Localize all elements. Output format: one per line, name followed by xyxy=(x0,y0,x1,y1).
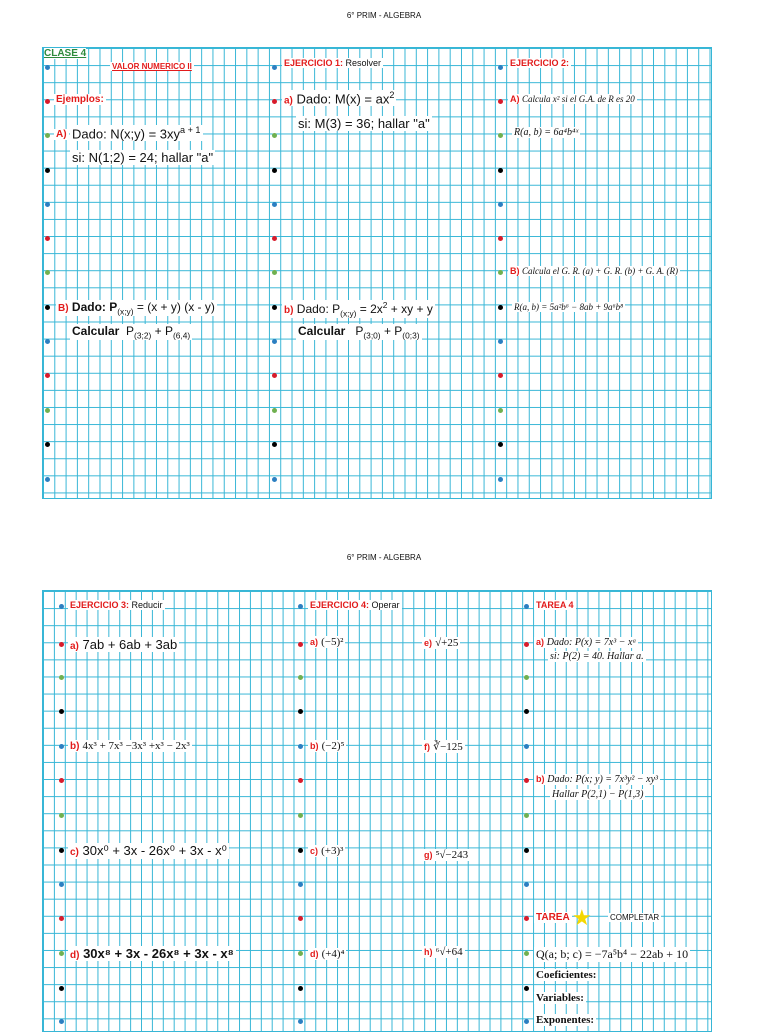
bullet xyxy=(524,642,529,647)
bullet xyxy=(524,882,529,887)
bullet xyxy=(298,882,303,887)
bullet xyxy=(272,168,277,173)
bullet xyxy=(272,236,277,241)
bullet xyxy=(59,675,64,680)
bullet xyxy=(524,813,529,818)
bullet xyxy=(298,1019,303,1024)
bullet xyxy=(59,882,64,887)
bullet xyxy=(272,408,277,413)
exercise2-b-expr: R(a, b) = 5a²b⁶ − 8ab + 9a⁶b⁸ xyxy=(514,302,624,312)
bullet xyxy=(498,99,503,104)
homework4-a-line2: si: P(2) = 40. Hallar a. xyxy=(550,651,644,662)
bullet xyxy=(498,133,503,138)
bullet xyxy=(298,813,303,818)
bullet xyxy=(524,916,529,921)
bullet xyxy=(272,65,277,70)
exercise4-title: EJERCICIO 4: Operar xyxy=(310,600,400,610)
exercise1-a-line2: si: M(3) = 36; hallar "a" xyxy=(298,116,430,131)
bullet xyxy=(498,408,503,413)
topic-title: VALOR NUMERICO II xyxy=(112,62,192,71)
example-a-letter: A) xyxy=(56,129,67,140)
bullet xyxy=(298,709,303,714)
bullet xyxy=(272,477,277,482)
bullet xyxy=(498,202,503,207)
page1-header: 6° PRIM - ALGEBRA xyxy=(346,11,422,20)
exercise4-h: h) ⁶√+64 xyxy=(424,946,463,958)
bullet xyxy=(498,305,503,310)
bullet xyxy=(45,339,50,344)
bullet xyxy=(298,986,303,991)
bullet xyxy=(59,848,64,853)
bullet xyxy=(498,339,503,344)
bullet xyxy=(498,373,503,378)
exercise4-a: a) (−5)² xyxy=(310,636,344,648)
bullet xyxy=(298,848,303,853)
bullet xyxy=(45,133,50,138)
bullet xyxy=(272,99,277,104)
example-b-line2: Calcular $P_{(3;2)} + P_{(6,4)}$ xyxy=(72,324,191,341)
exercise3-d: d) 30x⁸ + 3x - 26x⁸ + 3x - x⁸ xyxy=(70,946,234,961)
bullet xyxy=(59,709,64,714)
bullet xyxy=(298,744,303,749)
bullet xyxy=(272,442,277,447)
star-icon: ★ xyxy=(572,905,592,930)
bullet xyxy=(524,986,529,991)
variables-label: Variables: xyxy=(536,992,584,1004)
exponents-label: Exponentes: xyxy=(536,1014,595,1026)
bullet xyxy=(45,305,50,310)
bullet xyxy=(45,270,50,275)
exercise4-f: f) ∛−125 xyxy=(424,741,463,753)
complete-label: COMPLETAR xyxy=(610,913,660,922)
coefficients-label: Coeficientes: xyxy=(536,969,597,981)
bullet xyxy=(498,442,503,447)
bullet xyxy=(45,373,50,378)
bullet xyxy=(298,604,303,609)
bullet xyxy=(498,168,503,173)
homework4-b-line1: b) Dado: P(x; y) = 7x³y² − xy³ xyxy=(536,774,659,785)
bullet xyxy=(272,270,277,275)
bullet xyxy=(45,442,50,447)
bullet xyxy=(524,848,529,853)
bullet xyxy=(298,916,303,921)
exercise4-e: e) √+25 xyxy=(424,637,459,649)
bullet xyxy=(59,916,64,921)
example-b-line1: B) Dado: $P_{(x;y)} = (x + y)$ (x - y) xyxy=(58,300,215,317)
bullet xyxy=(59,778,64,783)
bullet xyxy=(45,99,50,104)
exercise4-b: b) (−2)⁵ xyxy=(310,740,345,752)
bullet xyxy=(498,236,503,241)
exercise2-a-expr: R(a, b) = 6a⁴b⁴ˣ xyxy=(514,127,579,138)
polynomial-q: Q(a; b; c) = −7a⁵b⁴ − 22ab + 10 xyxy=(536,947,689,961)
bullet xyxy=(45,236,50,241)
bullet xyxy=(524,709,529,714)
exercise4-c: c) (+3)³ xyxy=(310,845,344,857)
exercise1-b-line2: Calcular $P_{(3;0)} + P_{(0;3)}$ xyxy=(298,324,420,341)
bullet xyxy=(59,951,64,956)
bullet xyxy=(59,1019,64,1024)
bullet xyxy=(45,202,50,207)
bullet xyxy=(524,675,529,680)
bullet xyxy=(272,202,277,207)
bullet xyxy=(498,65,503,70)
exercise4-g: g) ⁵√−243 xyxy=(424,849,469,861)
example-a-line2: si: N(1;2) = 24; hallar "a" xyxy=(72,150,214,165)
bullet xyxy=(524,778,529,783)
homework4-b-line2: Hallar P(2,1) − P(1,3) xyxy=(552,789,644,800)
exercise4-d: d) (+4)⁴ xyxy=(310,948,345,960)
bullet xyxy=(272,339,277,344)
exercise1-title: EJERCICIO 1: Resolver xyxy=(284,58,382,68)
exercise1-a-line1: a) Dado: $M(x) = ax^2$ xyxy=(284,90,395,107)
bullet xyxy=(272,373,277,378)
exercise3-title: EJERCICIO 3: Reducir xyxy=(70,600,163,610)
bullet xyxy=(59,642,64,647)
bullet xyxy=(59,744,64,749)
page2-header: 6° PRIM - ALGEBRA xyxy=(346,553,422,562)
exercise2-title: EJERCICIO 2: xyxy=(510,58,570,68)
exercise3-c: c) 30x⁰ + 3x - 26x⁰ + 3x - x⁰ xyxy=(70,843,227,858)
example-a-line1: Dado: N(x;y) = $3xy^{a + 1}$ xyxy=(72,125,201,142)
class-label: CLASE 4 xyxy=(44,48,87,59)
bullet xyxy=(298,951,303,956)
bullet xyxy=(298,642,303,647)
bullet xyxy=(272,133,277,138)
bullet xyxy=(498,477,503,482)
bullet xyxy=(272,305,277,310)
bullet xyxy=(45,408,50,413)
bullet xyxy=(524,744,529,749)
bullet xyxy=(45,65,50,70)
bullet xyxy=(59,604,64,609)
exercise2-a-text: A) Calcula x² si el G.A. de R es 20 xyxy=(510,94,635,104)
bullet xyxy=(59,813,64,818)
homework4-title: TAREA 4 xyxy=(536,600,574,610)
bullet xyxy=(45,477,50,482)
exercise2-b-text: B) Calcula el G. R. (a) + G. R. (b) + G. A. (R) xyxy=(510,266,678,276)
exercise3-b: b) 4x³ + 7x³ −3x³ +x³ − 2x³ xyxy=(70,740,190,752)
homework-title: TAREA xyxy=(536,912,570,923)
bullet xyxy=(298,675,303,680)
bullet xyxy=(524,951,529,956)
bullet xyxy=(298,778,303,783)
homework4-a-line1: a) Dado: P(x) = 7x³ − xᵃ xyxy=(536,637,637,648)
examples-label: Ejemplos: xyxy=(56,94,104,105)
bullet xyxy=(524,604,529,609)
bullet xyxy=(498,270,503,275)
exercise3-a: a) 7ab + 6ab + 3ab xyxy=(70,637,178,652)
bullet xyxy=(524,1019,529,1024)
exercise1-b-line1: b) Dado: $P_{(x;y)} = 2x^2$ + xy + y xyxy=(284,300,433,319)
bullet xyxy=(45,168,50,173)
bullet xyxy=(59,986,64,991)
